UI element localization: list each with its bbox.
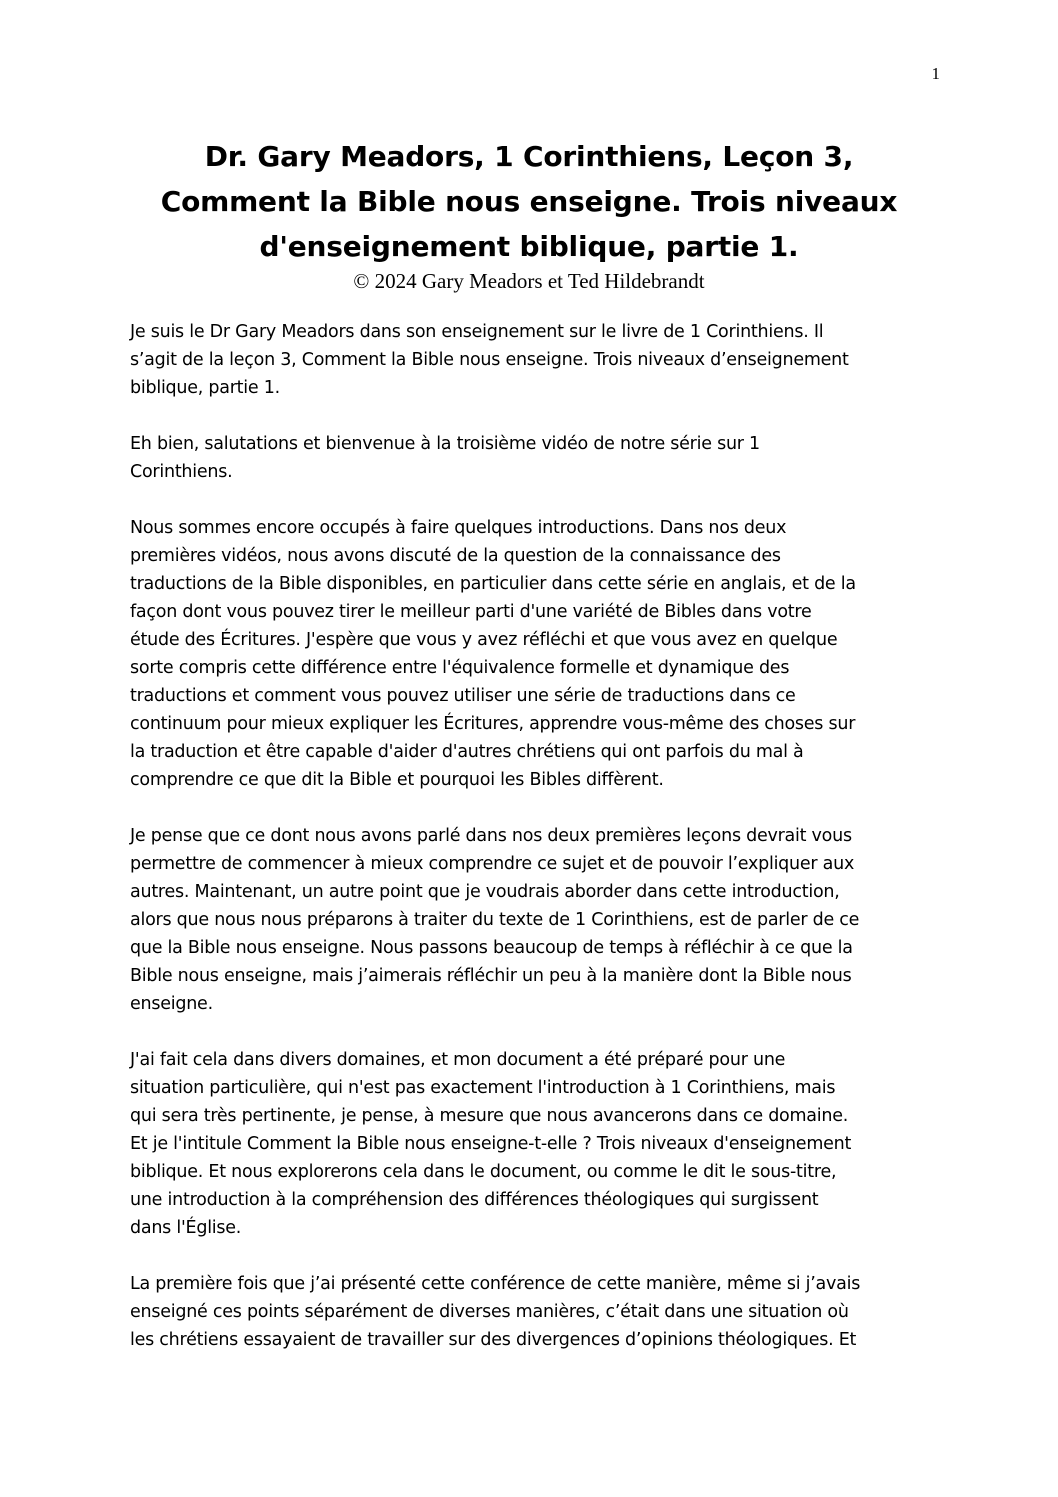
text-line: comprendre ce que dit la Bible et pourquoi les Bibles diffèrent. [130, 770, 664, 790]
text-line: s’agit de la leçon 3, Comment la Bible nous enseigne. Trois niveaux d’enseignement [130, 350, 849, 370]
text-line: permettre de commencer à mieux comprendre ce sujet et de pouvoir l’expliquer aux [130, 854, 855, 874]
text-line: que la Bible nous enseigne. Nous passons beaucoup de temps à réfléchir à ce que la [130, 938, 853, 958]
paragraph-greeting [130, 430, 945, 486]
text-line: situation particulière, qui n'est pas exactement l'introduction à 1 Corinthiens, mais [130, 1078, 836, 1098]
text-line: une introduction à la compréhension des différences théologiques qui surgissent [130, 1190, 819, 1210]
text-line: la traduction et être capable d'aider d'autres chrétiens qui ont parfois du mal à [130, 742, 804, 762]
paragraph-document [130, 1046, 945, 1242]
text-line: traductions et comment vous pouvez utiliser une série de traductions dans ce [130, 686, 796, 706]
text-line: La première fois que j’ai présenté cette conférence de cette manière, même si j’avais [130, 1274, 861, 1294]
text-line: Corinthiens. [130, 462, 233, 482]
text-line: façon dont vous pouvez tirer le meilleur parti d'une variété de Bibles dans votre [130, 602, 812, 622]
document-title [100, 134, 958, 269]
text-line: biblique, partie 1. [130, 378, 280, 398]
text-line: Eh bien, salutations et bienvenue à la troisième vidéo de notre série sur 1 [130, 434, 760, 454]
text-line: J'ai fait cela dans divers domaines, et mon document a été préparé pour une [130, 1050, 786, 1070]
text-line: enseigne. [130, 994, 213, 1014]
text-line: étude des Écritures. J'espère que vous y avez réfléchi et que vous avez en quelque [130, 630, 838, 650]
page-number: 1 [931, 64, 940, 83]
text-line: qui sera très pertinente, je pense, à mesure que nous avancerons dans ce domaine. [130, 1106, 849, 1126]
text-line: biblique. Et nous explorerons cela dans le document, ou comme le dit le sous-titre, [130, 1162, 837, 1182]
paragraph-how-bible-teaches [130, 822, 945, 1018]
text-line: autres. Maintenant, un autre point que je voudrais aborder dans cette introduction, [130, 882, 840, 902]
text-line: sorte compris cette différence entre l'équivalence formelle et dynamique des [130, 658, 790, 678]
title-line: Dr. Gary Meadors, 1 Corinthiens, Leçon 3, [204, 140, 854, 173]
copyright-notice: © 2024 Gary Meadors et Ted Hildebrandt [353, 269, 705, 293]
text-line: dans l'Église. [130, 1218, 242, 1238]
text-line: Bible nous enseigne, mais j’aimerais réfléchir un peu à la manière dont la Bible nous [130, 966, 852, 986]
paragraph-first-conference [130, 1270, 945, 1354]
text-line: traductions de la Bible disponibles, en particulier dans cette série en anglais, et de la [130, 574, 856, 594]
text-line: Nous sommes encore occupés à faire quelques introductions. Dans nos deux [130, 518, 787, 538]
document-body [130, 318, 945, 1382]
text-line: Je pense que ce dont nous avons parlé dans nos deux premières leçons devrait vous [130, 826, 852, 846]
text-line: les chrétiens essayaient de travailler sur des divergences d’opinions théologiques. Et [130, 1330, 857, 1350]
text-line: Je suis le Dr Gary Meadors dans son enseignement sur le livre de 1 Corinthiens. Il [130, 322, 824, 342]
title-line: Comment la Bible nous enseigne. Trois niveaux [160, 185, 898, 218]
text-line: alors que nous nous préparons à traiter du texte de 1 Corinthiens, est de parler de ce [130, 910, 860, 930]
title-line: d'enseignement biblique, partie 1. [259, 230, 799, 263]
text-line: Et je l'intitule Comment la Bible nous enseigne-t-elle ? Trois niveaux d'enseignement [130, 1134, 852, 1154]
paragraph-intro [130, 318, 945, 402]
paragraph-translations [130, 514, 945, 794]
text-line: enseigné ces points séparément de diverses manières, c’était dans une situation où [130, 1302, 849, 1322]
text-line: premières vidéos, nous avons discuté de la question de la connaissance des [130, 546, 781, 566]
text-line: continuum pour mieux expliquer les Écritures, apprendre vous-même des choses sur [130, 714, 856, 734]
